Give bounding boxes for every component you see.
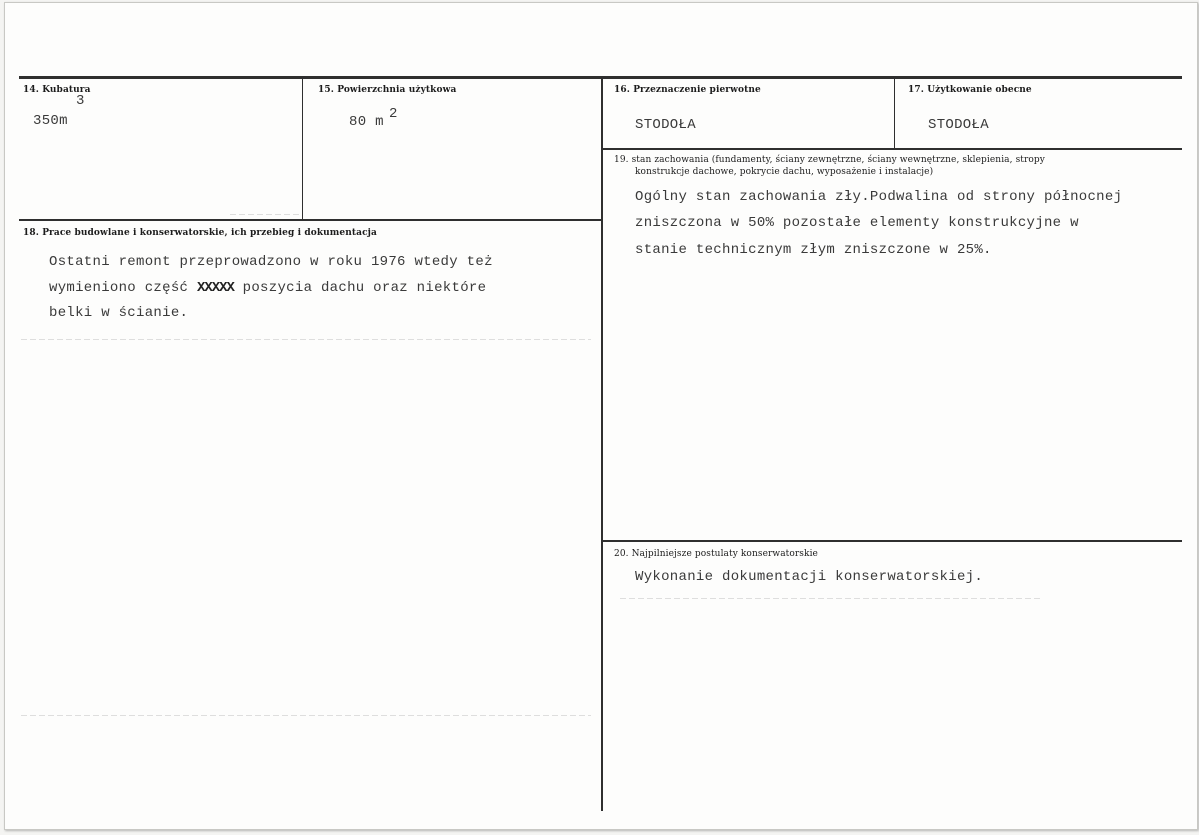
field-14-superscript: 3 (76, 93, 85, 109)
field-14-value: 350m (33, 113, 68, 129)
field-19-line: Ogólny stan zachowania zły.Podwalina od strony północnej (635, 189, 1123, 205)
struck-out-text: XXXXX (196, 280, 234, 296)
field-18-line (49, 280, 486, 296)
rule-under-16-17 (602, 148, 1182, 150)
field-16-value: STODOŁA (635, 117, 696, 133)
field-18-label: 18. Prace budowlane i konserwatorskie, ich przebieg i dokumentacja (23, 228, 377, 238)
field-16-label: 16. Przeznaczenie pierwotne (614, 85, 761, 95)
field-17-value: STODOŁA (928, 117, 989, 133)
field-19-label-line1: 19. stan zachowania (fundamenty, ściany zewnętrzne, ściany wewnętrzne, sklepienia, stropy (614, 155, 1045, 165)
faint-mark (21, 715, 591, 716)
faint-mark (230, 214, 300, 215)
field-20-label: 20. Najpilniejsze postulaty konserwatorskie (614, 549, 818, 559)
field-17-label: 17. Użytkowanie obecne (908, 85, 1032, 95)
divider-16-17 (894, 77, 895, 149)
form-sheet (4, 2, 1198, 830)
rule-under-15 (19, 219, 602, 221)
text-run: Ostatni remont przeprowadzono w roku 1976 wtedy też (49, 254, 493, 270)
field-18-line (49, 305, 188, 321)
field-15-label: 15. Powierzchnia użytkowa (318, 85, 457, 95)
field-20-line: Wykonanie dokumentacji konserwatorskiej. (635, 569, 984, 585)
divider-14-15 (302, 77, 303, 220)
faint-mark (620, 598, 1040, 599)
faint-mark (21, 339, 591, 340)
field-15-value: 80 m (349, 114, 384, 130)
field-19-label-line2: konstrukcje dachowe, pokrycie dachu, wyposażenie i instalacje) (635, 167, 934, 177)
field-15-superscript: 2 (389, 106, 398, 122)
field-19-line: zniszczona w 50% pozostałe elementy konstrukcyjne w (635, 215, 1079, 231)
field-19-line: stanie technicznym złym zniszczone w 25%. (635, 242, 992, 258)
text-run: belki w ścianie. (49, 305, 189, 321)
text-run: wymieniono część (49, 280, 197, 296)
text-run: poszycia dachu oraz niektóre (233, 280, 487, 296)
center-divider (601, 77, 603, 811)
field-14-label: 14. Kubatura (23, 85, 91, 95)
rule-under-19 (602, 540, 1182, 542)
field-18-line (49, 254, 493, 270)
